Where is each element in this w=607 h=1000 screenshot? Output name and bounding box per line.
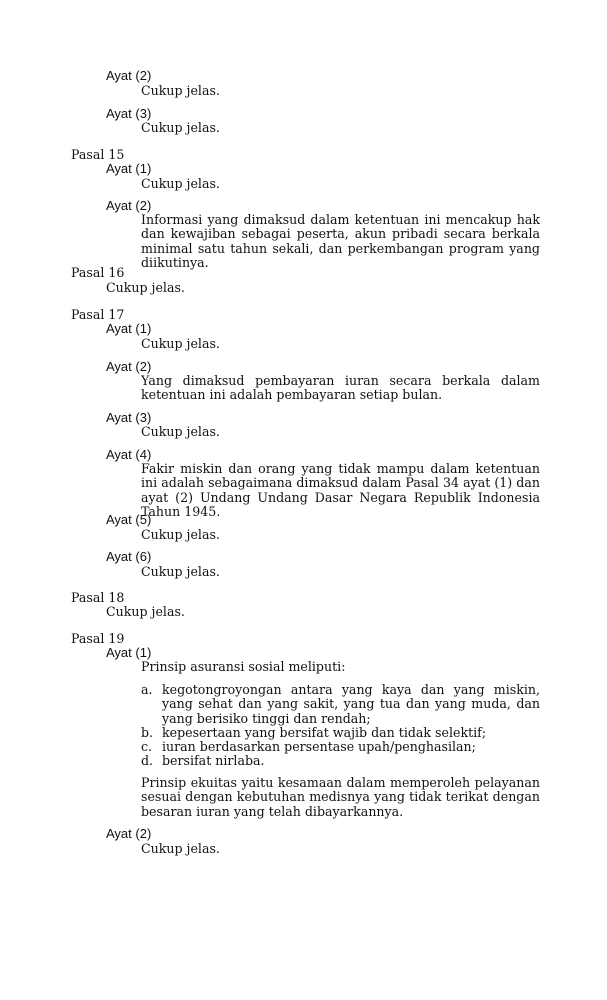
- ayat-paragraph: Yang dimaksud pembayaran iuran secara berkala dalam ketentuan ini adalah pembayaran setiap bulan.: [141, 373, 540, 403]
- list-text: iuran berdasarkan persentase upah/penghasilan;: [162, 739, 476, 754]
- ayat-heading: Ayat (2): [106, 68, 152, 83]
- list-marker: a.: [141, 682, 153, 697]
- pasal-text: Cukup jelas.: [106, 604, 185, 619]
- ayat-text: Cukup jelas.: [141, 527, 220, 542]
- ayat-heading: Ayat (2): [106, 359, 152, 374]
- ayat-text: Cukup jelas.: [141, 841, 220, 856]
- ayat-text: Cukup jelas.: [141, 176, 220, 191]
- ayat-heading: Ayat (3): [106, 106, 152, 121]
- ayat-text: Prinsip asuransi sosial meliputi:: [141, 659, 346, 674]
- list-text: bersifat nirlaba.: [162, 753, 265, 768]
- ayat-text: Cukup jelas.: [141, 120, 220, 135]
- ayat-heading: Ayat (3): [106, 410, 152, 425]
- list-marker: b.: [141, 725, 154, 740]
- list-text: kepesertaan yang bersifat wajib dan tidak selektif;: [162, 725, 487, 740]
- ayat-heading: Ayat (1): [106, 321, 152, 336]
- ayat-heading: Ayat (4): [106, 447, 152, 462]
- ayat-text: Cukup jelas.: [141, 336, 220, 351]
- ayat-heading: Ayat (1): [106, 645, 152, 660]
- ayat-heading: Ayat (1): [106, 161, 152, 176]
- pasal-heading: Pasal 16: [71, 265, 125, 280]
- ayat-paragraph: Prinsip ekuitas yaitu kesamaan dalam memperoleh pelayanan sesuai dengan kebutuhan medisnya yang tidak terikat dengan besaran iuran yang telah dibayarkannya.: [141, 775, 540, 819]
- pasal-heading: Pasal 18: [71, 590, 125, 605]
- pasal-text: Cukup jelas.: [106, 280, 185, 295]
- ayat-heading: Ayat (6): [106, 549, 152, 564]
- ayat-paragraph: Fakir miskin dan orang yang tidak mampu dalam ketentuan ini adalah sebagaimana dimaksud dalam Pasal 34 ayat (1) dan ayat (2) Undang Undang Dasar Negara Republik Indonesia Tahun 1945.: [141, 461, 540, 519]
- list-marker: c.: [141, 739, 153, 754]
- list-item: [141, 683, 540, 726]
- ayat-heading: Ayat (5): [106, 512, 152, 527]
- list-item: [141, 754, 540, 768]
- ayat-heading: Ayat (2): [106, 826, 152, 841]
- list-text: kegotongroyongan antara yang kaya dan yang miskin, yang sehat dan yang sakit, yang tua dan yang muda, dan yang berisiko tinggi dan rendah;: [162, 682, 540, 726]
- ayat-text: Cukup jelas.: [141, 83, 220, 98]
- ayat-text: Cukup jelas.: [141, 564, 220, 579]
- pasal-heading: Pasal 15: [71, 147, 125, 162]
- pasal-heading: Pasal 17: [71, 307, 125, 322]
- list-marker: d.: [141, 753, 154, 768]
- pasal-heading: Pasal 19: [71, 631, 125, 646]
- ayat-heading: Ayat (2): [106, 198, 152, 213]
- ayat-text: Cukup jelas.: [141, 424, 220, 439]
- ayat-paragraph: Informasi yang dimaksud dalam ketentuan ini mencakup hak dan kewajiban sebagai peserta, akun pribadi secara berkala minimal satu tahun sekali, dan perkembangan program yang diikutinya.: [141, 212, 540, 270]
